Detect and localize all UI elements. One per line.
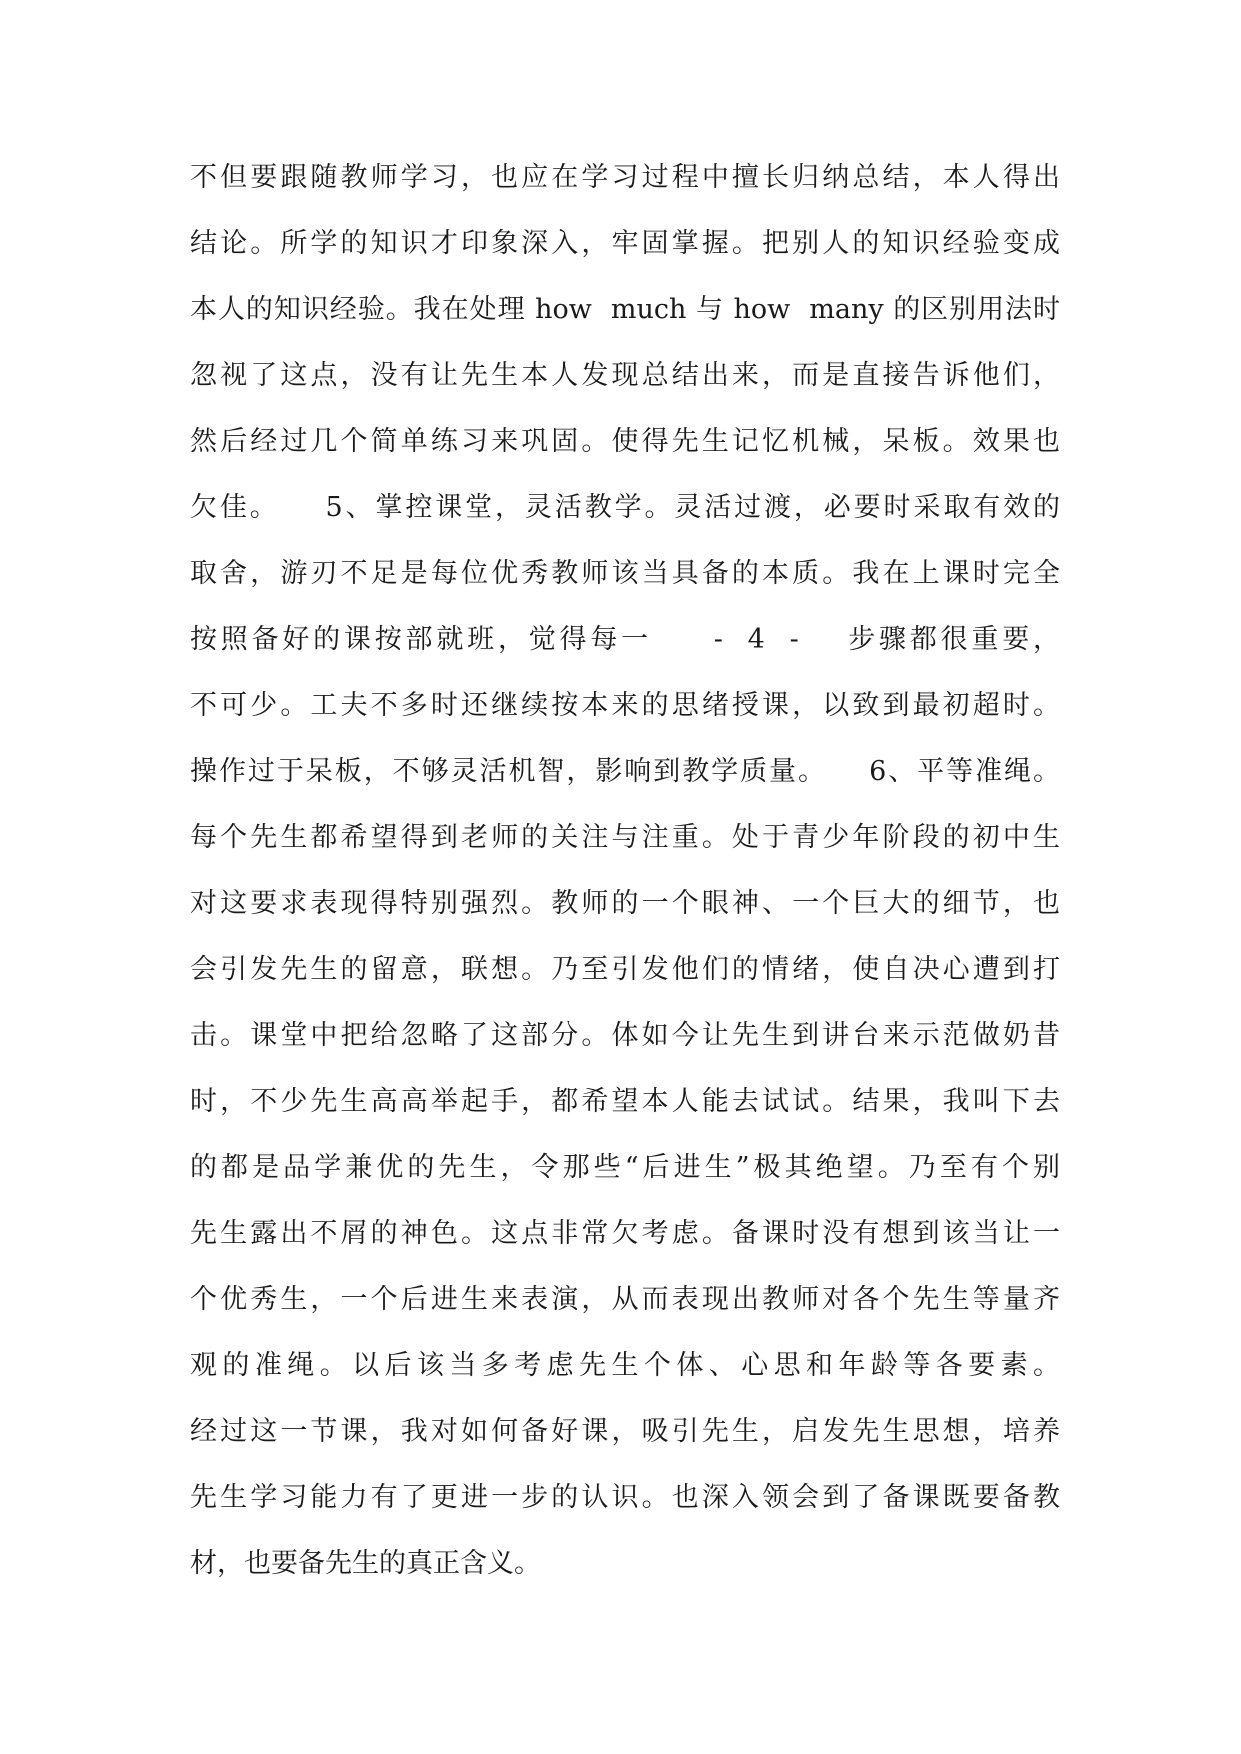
text-line: 的都是品学兼优的先生，令那些“后进生”极其绝望。乃至有个别 xyxy=(190,1152,1060,1183)
text-line: 个优秀生，一个后进生来表演，从而表现出教师对各个先生等量齐 xyxy=(190,1284,1060,1315)
text-line: 然后经过几个简单练习来巩固。使得先生记忆机械，呆板。效果也 xyxy=(190,426,1060,457)
text-line: 会引发先生的留意，联想。乃至引发他们的情绪，使自决心遭到打 xyxy=(190,954,1060,985)
text-line: 结论。所学的知识才印象深入，牢固掌握。把别人的知识经验变成 xyxy=(190,228,1060,259)
text-line: 每个先生都希望得到老师的关注与注重。处于青少年阶段的初中生 xyxy=(190,822,1060,853)
text-line: 材，也要备先生的真正含义。 xyxy=(190,1548,541,1579)
text-line-with-page-number: 按照备好的课按部就班，觉得每一 - 4 - 步骤都很重要， xyxy=(190,624,1060,655)
text-line: 欠佳。 5、掌控课堂，灵活教学。灵活过渡，必要时采取有效的 xyxy=(190,492,1060,523)
text-line: 不可少。工夫不多时还继续按本来的思绪授课，以致到最初超时。 xyxy=(190,690,1060,721)
text-line: 操作过于呆板，不够灵活机智，影响到教学质量。 6、平等准绳。 xyxy=(190,756,1060,787)
text-line: 不但要跟随教师学习，也应在学习过程中擅长归纳总结，本人得出 xyxy=(190,162,1060,193)
text-line: 本人的知识经验。我在处理 how much 与 how many 的区别用法时 xyxy=(190,294,1060,325)
text-line: 经过这一节课，我对如何备好课，吸引先生，启发先生思想，培养 xyxy=(190,1416,1060,1447)
text-line: 对这要求表现得特别强烈。教师的一个眼神、一个巨大的细节，也 xyxy=(190,888,1060,919)
text-line: 先生学习能力有了更进一步的认识。也深入领会到了备课既要备教 xyxy=(190,1482,1060,1513)
text-line: 击。课堂中把给忽略了这部分。体如今让先生到讲台来示范做奶昔 xyxy=(190,1020,1060,1051)
text-line: 忽视了这点，没有让先生本人发现总结出来，而是直接告诉他们， xyxy=(190,360,1060,391)
text-line: 先生露出不屑的神色。这点非常欠考虑。备课时没有想到该当让一 xyxy=(190,1218,1060,1249)
text-line: 取舍，游刃不足是每位优秀教师该当具备的本质。我在上课时完全 xyxy=(190,558,1060,589)
text-line: 时，不少先生高高举起手，都希望本人能去试试。结果，我叫下去 xyxy=(190,1086,1060,1117)
text-line: 观的准绳。以后该当多考虑先生个体、心思和年龄等各要素。 xyxy=(190,1350,1060,1381)
body-text xyxy=(190,160,1060,1612)
